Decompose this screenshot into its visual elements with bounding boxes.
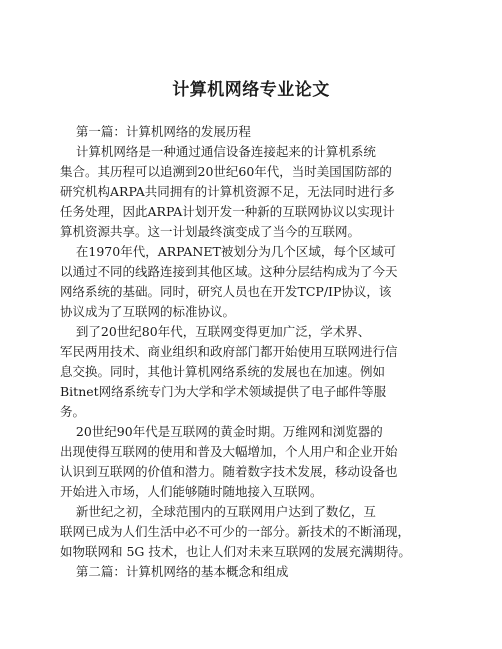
paragraph-line: 认识到互联网的价值和潜力。随着数字技术发展，移动设备也 — [60, 464, 398, 479]
paragraph-line: 20世纪90年代是互联网的黄金时期。万维网和浏览器的 — [60, 424, 383, 439]
paragraph-line: 如物联网和 5G 技术，也让人们对未来互联网的发展充满期待。 — [60, 544, 411, 559]
paragraph-line: 集合。其历程可以追溯到20世纪60年代，当时美国国防部的 — [60, 164, 392, 179]
document-title: 计算机网络专业论文 — [172, 80, 330, 100]
paragraph-line: 算机资源共享。这一计划最终演变成了当今的互联网。 — [60, 224, 361, 239]
document-body — [60, 122, 460, 582]
paragraph-line: Bitnet网络系统专门为大学和学术领域提供了电子邮件等服 — [60, 384, 387, 399]
paragraph-line: 计算机网络是一种通过通信设备连接起来的计算机系统 — [60, 144, 376, 159]
paragraph-line: 务。 — [60, 404, 86, 419]
paragraph-line: 开始进入市场，人们能够随时随地接入互联网。 — [60, 484, 323, 499]
paragraph-line: 研究机构ARPA共同拥有的计算机资源不足，无法同时进行多 — [60, 184, 395, 199]
paragraph-line: 任务处理，因此ARPA计划开发一种新的互联网协议以实现计 — [60, 204, 395, 219]
paragraph-line: 军民两用技术、商业组织和政府部门都开始使用互联网进行信 — [60, 344, 398, 359]
paragraph-line: 出现使得互联网的使用和普及大幅增加，个人用户和企业开始 — [60, 444, 398, 459]
paragraph-line: 网络系统的基础。同时，研究人员也在开发TCP/IP协议，该 — [60, 284, 392, 299]
paragraph-line: 在1970年代，ARPANET被划分为几个区域，每个区域可 — [60, 244, 396, 259]
paragraph-line: 新世纪之初，全球范围内的互联网用户达到了数亿，互 — [60, 504, 376, 519]
paragraph-line: 到了20世纪80年代，互联网变得更加广泛，学术界、 — [60, 324, 371, 339]
paragraph-line: 联网已成为人们生活中必不可少的一部分。新技术的不断涌现， — [60, 524, 411, 539]
paragraph-line: 息交换。同时，其他计算机网络系统的发展也在加速。例如 — [60, 364, 386, 379]
paragraph-line: 协议成为了互联网的标准协议。 — [60, 304, 236, 319]
section-heading: 第一篇：计算机网络的发展历程 — [60, 124, 251, 139]
paragraph-line: 以通过不同的线路连接到其他区域。这种分层结构成为了今天 — [60, 264, 398, 279]
section-heading: 第二篇：计算机网络的基本概念和组成 — [60, 564, 289, 579]
